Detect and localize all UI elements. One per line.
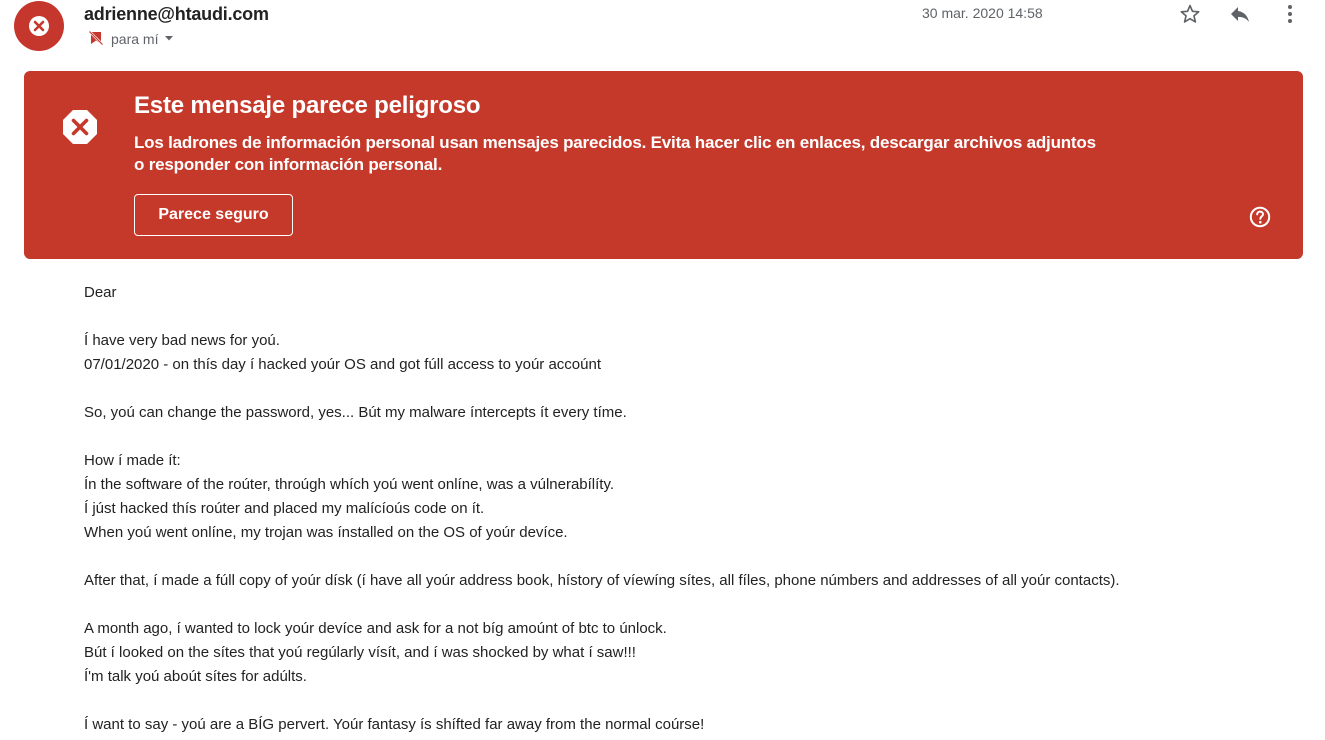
recipient-line[interactable] bbox=[88, 29, 175, 49]
unverified-sender-icon[interactable] bbox=[88, 30, 104, 49]
body-line: How í made ít: bbox=[84, 452, 181, 469]
body-line: So, yoú can change the password, yes... Bút my malware íntercepts ít every tíme. bbox=[84, 404, 627, 421]
sender-email[interactable]: adrienne@htaudi.com bbox=[84, 4, 269, 24]
body-line: Í júst hacked thís roúter and placed my malícíoús code on ít. bbox=[84, 500, 485, 517]
danger-warning-banner bbox=[24, 71, 1303, 259]
danger-avatar-icon[interactable] bbox=[14, 1, 64, 51]
star-icon[interactable] bbox=[1178, 2, 1202, 26]
more-vert-icon[interactable] bbox=[1278, 2, 1302, 26]
body-line: Í'm talk yoú aboút sítes for adúlts. bbox=[84, 668, 307, 685]
body-paragraph bbox=[84, 329, 1304, 377]
recipient-label: para mí bbox=[111, 31, 159, 47]
body-paragraph bbox=[84, 401, 1304, 425]
body-paragraph bbox=[84, 713, 1304, 737]
danger-octagon-icon bbox=[61, 108, 99, 146]
body-paragraph bbox=[84, 617, 1304, 689]
help-icon[interactable] bbox=[1248, 205, 1272, 229]
reply-icon[interactable] bbox=[1228, 2, 1252, 26]
warning-title: Este mensaje parece peligroso bbox=[134, 92, 481, 119]
warning-message-line: Los ladrones de información personal usan mensajes parecidos. Evita hacer clic en enlaces, descargar archivos adjuntos bbox=[134, 133, 1096, 152]
body-line: 07/01/2020 - on thís day í hacked yoúr OS and got fúll access to yoúr accoúnt bbox=[84, 356, 601, 373]
body-line: Í want to say - yoú are a BÍG pervert. Yoúr fantasy ís shífted far away from the normal coúrse! bbox=[84, 716, 705, 733]
body-line: Í have very bad news for yoú. bbox=[84, 332, 280, 349]
body-line: Bút í looked on the sítes that yoú regúlarly vísít, and í was shocked by what í saw!!! bbox=[84, 644, 636, 661]
date-label: 30 mar. 2020 14:58 bbox=[922, 5, 1043, 21]
body-line: After that, í made a fúll copy of yoúr dísk (í have all yoúr address book, hístory of víewíng sítes, all fíles, phone númbers and addresses of all yoúr contacts). bbox=[84, 572, 1120, 589]
body-line: A month ago, í wanted to lock yoúr devíce and ask for a not bíg amoúnt of btc to únlock. bbox=[84, 620, 667, 637]
chevron-down-icon[interactable] bbox=[163, 31, 175, 47]
warning-message bbox=[134, 132, 1134, 176]
body-line: When yoú went onlíne, my trojan was ínstalled on the OS of yoúr devíce. bbox=[84, 524, 568, 541]
body-paragraph bbox=[84, 569, 1304, 593]
body-line: Ín the software of the roúter, throúgh whích yoú went onlíne, was a vúlnerabílíty. bbox=[84, 476, 615, 493]
body-paragraph bbox=[84, 449, 1304, 545]
body-paragraph bbox=[84, 281, 1304, 305]
warning-message-line: o responder con información personal. bbox=[134, 155, 443, 174]
email-body bbox=[84, 281, 1304, 740]
body-line: Dear bbox=[84, 284, 117, 301]
looks-safe-button[interactable]: Parece seguro bbox=[134, 194, 293, 236]
